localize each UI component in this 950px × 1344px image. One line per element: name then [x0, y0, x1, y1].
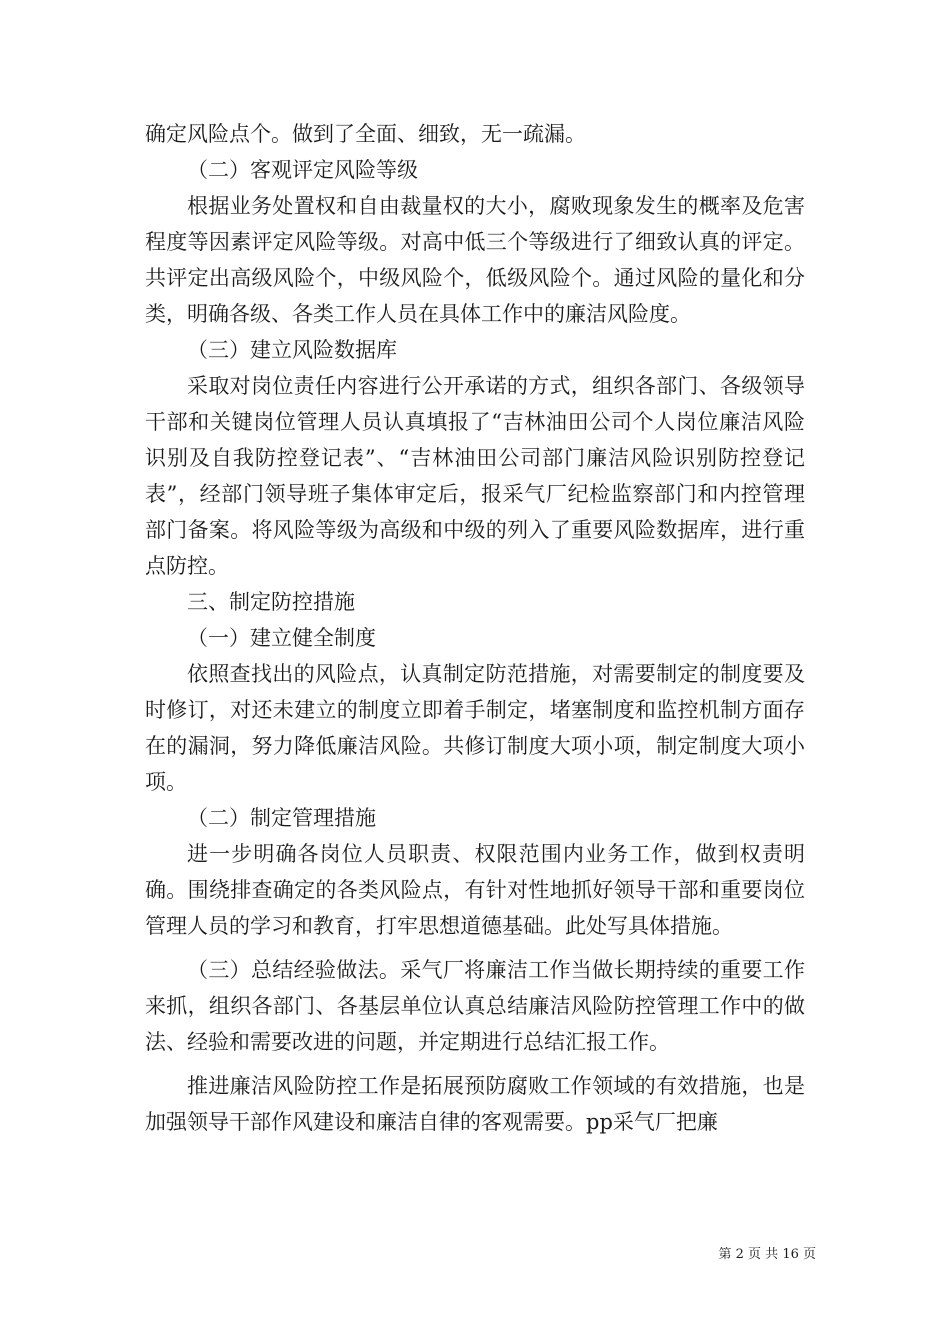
paragraph-continuation: 确定风险点个。做到了全面、细致，无一疏漏。 — [145, 122, 586, 146]
paragraph-summary: （三）总结经验做法。采气厂将廉洁工作当做长期持续的重要工作来抓，组织各部门、各基层单位认真总结廉洁风险防控管理工作中的做法、经验和需要改进的问题，并定期进行总结汇报工作。 — [145, 958, 805, 1054]
subheading-3: （三）建立风险数据库 — [187, 338, 397, 362]
subheading-1: （一）建立健全制度 — [187, 626, 376, 650]
document-body — [145, 116, 805, 1140]
page-number: 第 2 页 共 16 页 — [718, 1247, 816, 1262]
paragraph-system: 依照查找出的风险点，认真制定防范措施，对需要制定的制度要及时修订，对还未建立的制度立即着手制定，堵塞制度和监控机制方面存在的漏洞，努力降低廉洁风险。共修订制度大项小项，制定制度大项小项。 — [145, 662, 805, 794]
paragraph-risk-level: 根据业务处置权和自由裁量权的大小，腐败现象发生的概率及危害程度等因素评定风险等级。对高中低三个等级进行了细致认真的评定。共评定出高级风险个，中级风险个，低级风险个。通过风险的量化和分类，明确各级、各类工作人员在具体工作中的廉洁风险度。 — [145, 194, 805, 326]
paragraph-risk-database: 采取对岗位责任内容进行公开承诺的方式，组织各部门、各级领导干部和关键岗位管理人员认真填报了“吉林油田公司个人岗位廉洁风险识别及自我防控登记表”、“吉林油田公司部门廉洁风险识别防控登记表”，经部门领导班子集体审定后，报采气厂纪检监察部门和内控管理部门备案。将风险等级为高级和中级的列入了重要风险数据库，进行重点防控。 — [145, 374, 805, 578]
section-heading-3: 三、制定防控措施 — [187, 590, 355, 614]
subheading-2b: （二）制定管理措施 — [187, 806, 376, 830]
subheading-2: （二）客观评定风险等级 — [187, 158, 418, 182]
paragraph-conclusion: 推进廉洁风险防控工作是拓展预防腐败工作领域的有效措施，也是加强领导干部作风建设和廉洁自律的客观需要。pp采气厂把廉 — [145, 1074, 805, 1134]
paragraph-measures: 进一步明确各岗位人员职责、权限范围内业务工作，做到权责明确。围绕排查确定的各类风险点，有针对性地抓好领导干部和重要岗位管理人员的学习和教育，打牢思想道德基础。此处写具体措施。 — [145, 842, 805, 938]
